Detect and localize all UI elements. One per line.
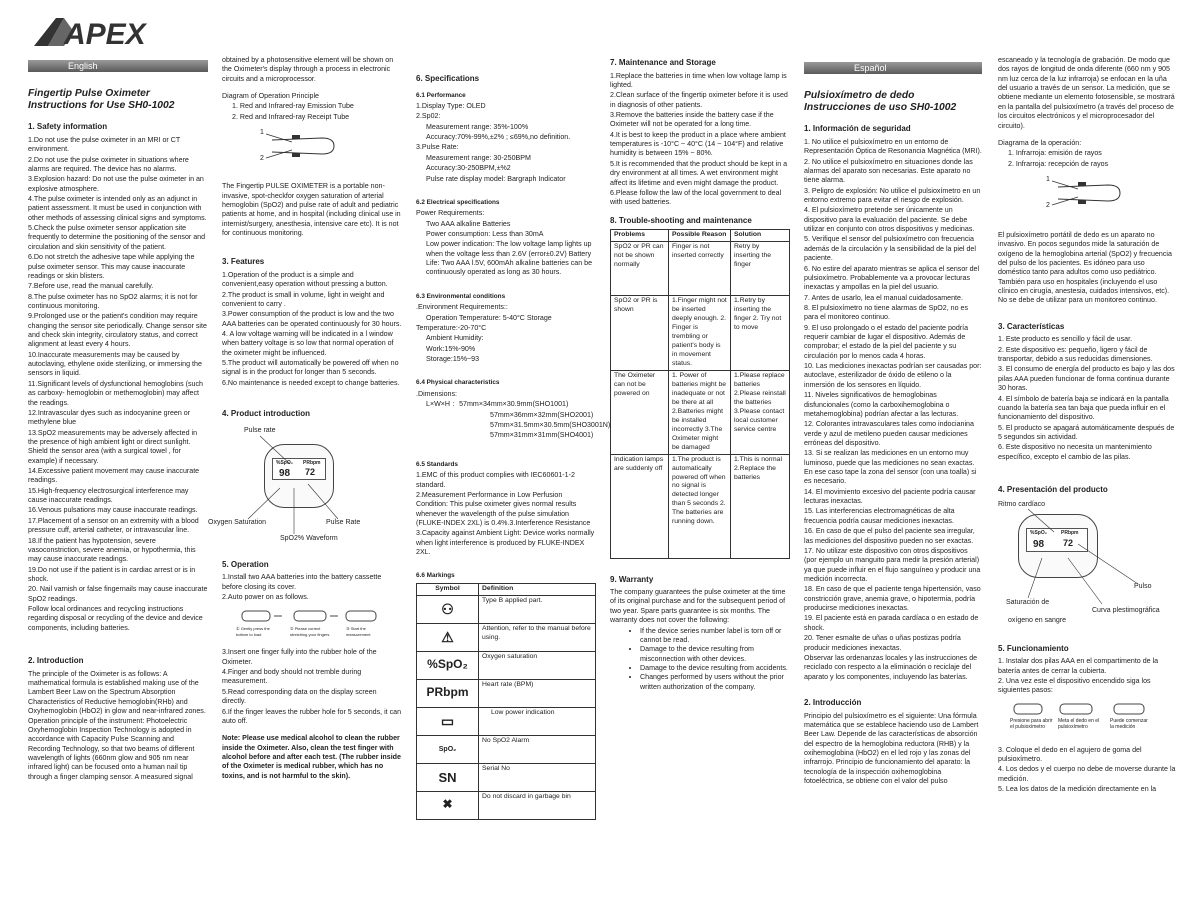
- table-row: [611, 454, 790, 558]
- column-2: [208, 56, 402, 904]
- list-item: 12.Intravascular dyes such as indocyanine green or methylene blue: [28, 408, 191, 427]
- section-heading: 3. Características: [998, 321, 1065, 331]
- spec-line: Pulse rate display model: Bargraph Indicator: [426, 174, 566, 183]
- list-item: 8. El pulsioxímetro no tiene alarmas de SpO2, no es para el monitoreo continuo.: [804, 303, 969, 322]
- list-item: 8.The pulse oximeter has no SpO2 alarms; it is not for continuous monitoring.: [28, 292, 198, 310]
- language-label: English: [68, 61, 98, 71]
- list-item: • Changes performed by users without the prior written authorization of the company.: [640, 673, 790, 692]
- apex-logo: [34, 14, 169, 51]
- section-heading: 3. Features: [222, 257, 265, 267]
- table-cell: Attention, refer to the manual before using.: [479, 623, 596, 651]
- paragraph: Principio del pulsioxímetro es el siguiente: Una fórmula matemática que se establece haciendo uso de Lambert Beer Law. Depende de las características de absorción del espectro de la hemoglobina reductora (RHB) y la oxihemoglobina (HbO2) en el led rojo y las zonas del infrarrojo. Principio de funcionamiento del aparato: la tecnología de la inspección oxihemoglobina fotoeléctrica, se obtiene con el valor del pulso: [804, 711, 979, 786]
- section-heading: 1. Información de seguridad: [804, 124, 911, 134]
- section-heading: 5. Funcionamiento: [998, 643, 1069, 653]
- table-cell: 1.Retry by inserting the finger 2. Try not to move: [731, 296, 790, 371]
- list-item: • Damage to the device resulting from accidents.: [640, 664, 790, 673]
- spec-line: 57mm×36mm×32mm(SHO2001): [490, 410, 594, 419]
- battery-icon: ▭: [417, 707, 479, 735]
- list-item: 3.Explosion hazard: Do not use the pulse oximeter in an explosive atmosphere.: [28, 175, 204, 193]
- list-item: 6.If the finger leaves the rubber hole for 5 seconds, it can auto off.: [222, 707, 402, 725]
- list-item: 5. El producto se apagará automáticamente después de 5 segundos sin actividad.: [998, 423, 1175, 441]
- column-5: [804, 62, 982, 910]
- list-item: 1.Replace the batteries in time when low voltage lamp is lighted.: [610, 71, 787, 89]
- type-b-icon: ⚇: [417, 595, 479, 623]
- spo2-value: 98: [1033, 538, 1045, 550]
- table-cell: Oxygen saturation: [479, 651, 596, 679]
- safety-list: [28, 136, 208, 633]
- column-1: [28, 60, 208, 908]
- list-item: 14. El movimiento excesivo del paciente podría causar lecturas inexactas.: [804, 487, 976, 506]
- spec-line: 1.Display Type: OLED: [416, 102, 486, 110]
- paragraph: The principle of the Oximeter is as follows: A mathematical formula is established making use of the Lambert Beer Law on the Spectrum Absorption Characteristics of Reductive hemoglobin(RHb) and Oxyhemoglobin (HbO2) in glow and near-infrared zones. Operation principle of the instrument: Photoelectric Oxyhemoglobin Inspection Technology is adopted in accordance with Capacity Pulse Scanning and Recording Technology, so that two beams of different wavelength of lights (660nm glow and 905 nm near infrared light) can be focused onto a human nail tip through a finger clamping sensor. A measured signal: [28, 669, 206, 781]
- list-item: 4. El símbolo de batería baja se indicará en la pantalla cuando la batería sea tan baja que pueda influir en el funcionamiento del dispositivo.: [998, 394, 1169, 422]
- column-4: [610, 56, 790, 904]
- list-item: 2.Clean surface of the fingertip oximeter before it is used in diagnosis of other patients.: [610, 91, 788, 109]
- label-1: 1: [260, 129, 264, 137]
- list-item: 18. En caso de que el paciente tenga hipertensión, vaso constricción grave, anemia grave, o hipotermia, podría producirse mediciones inexactas.: [804, 585, 981, 613]
- label-1: 1: [1046, 175, 1050, 183]
- title-line-1: Pulsioxímetro de dedo: [804, 90, 915, 101]
- title-line-2: Instrucciones de uso SH0-1002: [804, 102, 957, 114]
- list-item: 4.The pulse oximeter is intended only as an adjunct in patient assessment. It must be used in conjunction with other methods of assessing clinical signs and symptoms.: [28, 194, 207, 222]
- list-item: 13. Si se realizan las mediciones en un entorno muy luminoso, puede que las mediciones no sean exactas. En ese caso tape la zona del sensor (con una toalla) si es necesario.: [804, 449, 977, 486]
- language-label: Español: [854, 63, 887, 73]
- list-item: 5. Verifique el sensor del pulsioxímetro con frecuencia además de la circulación y la sensibilidad de la piel del paciente.: [804, 235, 976, 263]
- list-item: 18.If the patient has hypotension, severe vasoconstriction, severe anemia, or hypothermia, this may cause inaccurate readings.: [28, 536, 196, 564]
- warranty-exclusions: [610, 627, 790, 693]
- pr-label: PRbpm: [1061, 529, 1079, 536]
- paragraph: The company guarantees the pulse oximeter at the time of its original purchase and for the subsequent period of two year. Spare parts guarantee is six months. The warranty does not cover the following:: [610, 588, 786, 625]
- step-caption: ③ Start the measurement: [346, 626, 371, 637]
- list-item: 7.Before use, read the manual carefully.: [28, 282, 154, 291]
- table-cell: 1.The product is automatically powered off when no signal is detected longer than 5 seconds 2. The batteries are running down.: [669, 454, 731, 558]
- list-item: 1. Este producto es sencillo y fácil de usar.: [998, 335, 1133, 344]
- list-item: 2. Este dispositivo es: pequeño, ligero y fácil de transportar, debido a sus reducidas dimensiones.: [998, 345, 1153, 364]
- list-item: 3. Coloque el dedo en el agujero de goma del pulsioxímetro.: [998, 745, 1142, 763]
- table-cell: Retry by inserting the finger: [731, 242, 790, 296]
- list-item: 20. Tener esmalte de uñas o uñas postizas podría producir mediciones inexactas.: [804, 634, 961, 652]
- label-oxygen-saturation: Oxygen Saturation: [208, 518, 266, 526]
- markings-table: [416, 583, 596, 820]
- spec-line: Two AAA alkaline Batteries: [426, 219, 511, 228]
- section-heading: 8. Trouble-shooting and maintenance: [610, 215, 752, 225]
- spo2-label: %SpO₂: [276, 459, 293, 466]
- pr-value: 72: [1063, 537, 1074, 548]
- title-line-2: Instructions for Use SH0-1002: [28, 100, 175, 112]
- list-item: 4.Finger and body should not tremble during measurement.: [222, 668, 362, 686]
- subsection-heading: 6.2 Electrical specifications: [416, 198, 500, 206]
- spec-line: Temperature:-20-70°C: [416, 324, 487, 333]
- table-row: [417, 707, 596, 735]
- product-diagram: [208, 424, 402, 542]
- operation-principle-diagram: [222, 126, 402, 166]
- section-heading: 9. Warranty: [610, 574, 654, 584]
- section-heading: 6. Specifications: [416, 74, 480, 83]
- spo2-label: %SpO₂: [1030, 529, 1047, 536]
- troubleshooting-table: [610, 229, 790, 558]
- cleaning-note: Note: Please use medical alcohol to clean the rubber inside the Oximeter. Also, clean the test finger with alcohol before and after each test. (The rubber inside of the Oximeter is medical rubber, which has no toxins, and is not harmful to the skin).: [222, 734, 401, 780]
- list-item: 5. Lea los datos de la medición directamente en la: [998, 785, 1157, 794]
- list-item: • Damage to the device resulting from misconnection with other devices.: [640, 645, 790, 664]
- table-cell: Serial No: [479, 763, 596, 791]
- step-caption: ② Please correct stretching your fingers: [290, 626, 330, 637]
- paragraph: escaneado y la tecnología de grabación. De modo que dos rayos de longitud de onda diferente (660 nm y 905 nm luz cerca de la luz infrarroja) se enfocan en la uña del usuario a través de un sensor. La medición, que se obtiene mediante un elemento fotosensible, se mostrará en la pantalla del pulsioxímetro (a través del proceso de los circuitos electrónicos y el microprocesador del circuito).: [998, 56, 1175, 130]
- section-heading: 4. Presentación del producto: [998, 485, 1108, 495]
- pr-symbol: PRbpm: [417, 679, 479, 707]
- list-item: 4. Los dedos y el cuerpo no debe de moverse durante la medición.: [998, 765, 1176, 783]
- step-caption: ① Gently press the bottom to load: [236, 626, 270, 637]
- list-item: 5.The product will automatically be powered off when no signal is in the product for longer than 5 seconds.: [222, 359, 399, 377]
- spec-line: 1.EMC of this product complies with IEC60601-1-2 standard.: [416, 471, 575, 489]
- spec-line: Accuracy:70%-99%,±2% ; ≤69%,no definition.: [426, 133, 571, 142]
- spec-line: 57mm×31.5mm×30.5mm(SHO3001N): [490, 420, 611, 429]
- language-bar-english: [28, 60, 208, 72]
- label-2: 2: [260, 155, 264, 163]
- list-item: Observar las ordenanzas locales y las instrucciones de reciclado con respecto a la eliminación o reciclaje del aparato y los componentes, incluyendo las baterías.: [804, 653, 978, 681]
- table-row: [417, 651, 596, 679]
- table-header-row: [611, 230, 790, 242]
- operation-steps-illustration: [998, 700, 1176, 738]
- spec-line: 2.Measurement Performance in Low Perfusion Condition: This pulse oximeter gives normal results whenever the wavelength of the pulse simulation (FLUKE-INDEX 2XL) is 0.4%.3.Interference Resistance: [416, 490, 591, 527]
- list-item: 1.Install two AAA batteries into the battery cassette before closing its cover.: [222, 573, 382, 591]
- list-item: 1.Operation of the product is a simple and convenient,easy operation without pressing a button.: [222, 270, 388, 289]
- table-cell: SpO2 or PR is shown: [611, 296, 669, 371]
- spec-line: L×W×H ：57mm×34mm×30.9mm(SHO1001): [426, 400, 569, 409]
- list-item: 2. Infrarroja: recepción de rayos: [1008, 159, 1109, 168]
- list-item: 6. Este dispositivo no necesita un mantenimiento específico, excepto el cambio de las pilas.: [998, 443, 1152, 461]
- spec-line: Measurement range: 30-250BPM: [426, 153, 531, 162]
- paragraph: obtained by a photosensitive element will be shown on the Oximeter's display through a process in electronic circuits and a microprocessor.: [222, 56, 394, 83]
- list-item: 1. No utilice el pulsioxímetro en un entorno de Representación Óptica de Resonancia Magnética (MRI).: [804, 137, 982, 156]
- list-item: 2. Red and Infrared-ray Receipt Tube: [232, 112, 350, 121]
- list-item: 20. Nail varnish or false fingernails may cause inaccurate SpO2 readings.: [28, 585, 208, 603]
- pr-label: PRbpm: [303, 459, 321, 466]
- list-item: 3. El consumo de energía del producto es bajo y las dos pilas AAA pueden funcionar de forma continua durante 30 horas.: [998, 365, 1175, 393]
- table-cell: 1.Finger might not be inserted deeply enough. 2. Finger is trembling or patient's body is in movement status.: [669, 296, 731, 371]
- table-cell: Indication lamps are suddenly off: [611, 454, 669, 558]
- column-header: Problems: [611, 230, 669, 242]
- label-2: 2: [1046, 201, 1050, 209]
- section-heading: 2. Introducción: [804, 697, 862, 707]
- list-item: 1. Instalar dos pilas AAA en el compartimento de la batería antes de cerrar la cubierta.: [998, 657, 1159, 675]
- label-saturacion: Saturación de: [1006, 598, 1050, 606]
- list-item: 13.SpO2 measurements may be adversely affected in the presence of high ambient light or direct sunlight. Shield the sensor area (with a surgical towel , for example) if necessary.: [28, 428, 198, 465]
- section-heading: 2. Introduction: [28, 656, 84, 666]
- step-drawings: [222, 606, 402, 626]
- list-item: • If the device series number label is torn off or cannot be read.: [640, 627, 790, 646]
- finger-sensor-drawing: [1048, 173, 1138, 213]
- spec-line: Operation Temperature: 5-40°C Storage: [426, 313, 552, 322]
- list-item: 3. Peligro de explosión: No utilice el pulsioxímetro en un entorno extremo para evitar el riesgo de explosión.: [804, 186, 981, 204]
- logo-text: APEX: [64, 18, 146, 51]
- list-item: 7. Antes de usarlo, lea el manual cuidadosamente.: [804, 293, 963, 302]
- table-cell: No SpO2 Alarm: [479, 735, 596, 763]
- table-row: [611, 296, 790, 371]
- label-pulse-rate: Pulse rate: [244, 426, 276, 434]
- list-item: 1. Red and Infrared-ray Emission Tube: [232, 102, 354, 111]
- list-item: 16. En caso de que el pulso del paciente sea irregular, las mediciones del dispositivo pueden no ser exactas.: [804, 527, 975, 545]
- spec-line: Accuracy:30-250BPM,±%2: [426, 164, 511, 173]
- section-heading: 1. Safety information: [28, 122, 108, 132]
- list-item: 4.It is best to keep the product in a place where ambient temperatures is -10°C ~ 40°C (14 ~ 104°F) and relative humidity is between 15% ~ 80%.: [610, 130, 786, 158]
- label-pulse-rate-2: Pulse Rate: [326, 518, 361, 526]
- column-3: [416, 66, 611, 914]
- spec-line: 3.Capacity against Ambient Light: Device works normally when light interference is produced by FLUKE-INDEX 2XL.: [416, 529, 595, 557]
- label-curva: Curva plestimográfica: [1092, 606, 1160, 614]
- list-item: 5.Read corresponding data on the display screen directly.: [222, 687, 377, 706]
- table-row: [611, 370, 790, 454]
- diagram-title: Diagrama de la operación:: [998, 138, 1082, 147]
- list-item: 5.It is recommended that the product should be kept in a dry environment at all times. A wet environment might affect its lifetime and even might damage the product.: [610, 159, 788, 187]
- table-row: [611, 242, 790, 296]
- list-item: 6.No maintenance is needed except to change batteries.: [222, 378, 400, 387]
- list-item: 11. Niveles significativos de hemoglobinas disfuncionales (como la carboxihemoglobina o metahemoglobina) podrían afectar a las lecturas.: [804, 391, 959, 418]
- subsection-heading: 6.3 Environmental conditions: [416, 292, 506, 300]
- list-item: 15.High-frequency electrosurgical interference may cause inaccurate readings.: [28, 486, 189, 505]
- table-row: [417, 595, 596, 623]
- list-item: 2.The product is small in volume, light in weight and convenient to carry .: [222, 290, 385, 308]
- weee-bin-icon: ✖: [417, 791, 479, 819]
- list-item: 17.Placement of a sensor on an extremity with a blood pressure cuff, arterial catheter, or intravascular line.: [28, 516, 199, 535]
- list-item: 19.Do not use if the patient is in cardiac arrest or is in shock.: [28, 565, 196, 583]
- label-waveform: SpO2% Waveform: [280, 534, 338, 542]
- list-item: 17. No utilizar este dispositivo con otros dispositivos (por ejemplo un manguito para medir la presión arterial) ya que puede influir en el flujo sanguíneo y producir una medición incorrecta.: [804, 546, 981, 583]
- column-header: Possible Reason: [669, 230, 731, 242]
- section-heading: 7. Maintenance and Storage: [610, 58, 716, 67]
- spec-line: Measurement range: 35%-100%: [426, 122, 529, 131]
- spec-line: .Dimensions:: [416, 389, 458, 398]
- spec-line: 2.Sp02:: [416, 112, 441, 121]
- doc-title-es: [804, 90, 982, 114]
- step-caption: Meta el dedo en el pulsioxímetro: [1058, 717, 1100, 731]
- spec-line: 57mm×31mm×31mm(SHO4001): [490, 431, 594, 440]
- product-diagram: [998, 500, 1176, 622]
- table-cell: The Oximeter can not be powered on: [611, 370, 669, 454]
- label-pulso: Pulso: [1134, 582, 1152, 590]
- subsection-heading: 6.1 Performance: [416, 91, 466, 99]
- warning-icon: ⚠: [417, 623, 479, 651]
- spo2-value: 98: [279, 467, 291, 479]
- spec-line: Storage:15%~93: [426, 355, 480, 364]
- spo2-symbol: %SpO₂: [417, 651, 479, 679]
- spec-line: .Environment Requirements::: [416, 303, 508, 312]
- list-item: 1.Do not use the pulse oximeter in an MRI or CT environment.: [28, 135, 181, 154]
- table-cell: SpO2 or PR can not be shown normally: [611, 242, 669, 296]
- spec-line: Work:15%-90%: [426, 344, 476, 353]
- list-item: 9.Prolonged use or the patient's condition may require changing the sensor site periodically. Change sensor site and check skin integrity, circulatory status, and correct alignment at least every 4 hours.: [28, 312, 207, 349]
- spec-line: Power Requirements:: [416, 209, 485, 218]
- list-item: 4. A low voltage warning will be indicated in a l window when battery voltage is so low that normal operation of the oximeter might be influenced.: [222, 330, 394, 357]
- table-row: [417, 679, 596, 707]
- table-row: [417, 623, 596, 651]
- table-cell: 1. Power of batteries might be inadequate or not be there at all 2.Batteries might be installed incorrectly 3.The Oximeter might be damaged: [669, 370, 731, 454]
- table-row: [417, 791, 596, 819]
- list-item: 10.Inaccurate measurements may be caused by autoclaving, ethylene oxide sterilizing, or immersing the sensors in liquid.: [28, 350, 202, 378]
- column-header: Solution: [731, 230, 790, 242]
- table-cell: Type B applied part.: [479, 595, 596, 623]
- table-cell: Heart rate (BPM): [479, 679, 596, 707]
- list-item: 16.Venous pulsations may cause inaccurate readings.: [28, 506, 198, 515]
- list-item: 2.Do not use the pulse oximeter in situations where alarms are required. The device has no alarms.: [28, 155, 189, 173]
- list-item: 5.Check the pulse oximeter sensor application site frequently to determine the positioning of the sensor and circulation and skin sensitivity of the patient.: [28, 224, 206, 251]
- table-row: [417, 763, 596, 791]
- finger-sensor-drawing: [262, 126, 352, 166]
- pr-value: 72: [305, 466, 316, 477]
- list-item: 12. Colorantes intravasculares tales como indocianina verde y azul de metileno pueden causar mediciones erróneas del dispositivo.: [804, 420, 974, 447]
- list-item: 2. No utilice el pulsioxímetro en situaciones donde las alarmas del aparato son necesarias. Este aparato no tiene alarma.: [804, 157, 973, 185]
- section-heading: 5. Operation: [222, 559, 269, 569]
- table-cell: 1.This is normal 2.Replace the batteries: [731, 454, 790, 558]
- no-alarm-icon: SpO₂: [417, 735, 479, 763]
- spec-line: Low power indication: The low voltage lamp lights up when the voltage less than 2.6V (error±0.2V) Battery Life: Two AAA l.5V, 600mAh alkaline batteries can be continuously operated as long as 30 hours.: [426, 240, 593, 277]
- list-item: Follow local ordinances and recycling instructions regarding disposal or recycling of the device and device components, including batteries.: [28, 605, 203, 632]
- spec-line: Power consumption: Less than 30mA: [426, 230, 544, 239]
- table-cell: Low power indication: [479, 707, 596, 735]
- spec-line: 3.Pulse Rate:: [416, 143, 459, 152]
- column-header: Definition: [479, 583, 596, 595]
- table-header-row: [417, 583, 596, 595]
- list-item: 11.Significant levels of dysfunctional hemoglobins (such as carboxy- hemoglobin or methemoglobin) may affect the readings.: [28, 379, 203, 407]
- list-item: 19. El paciente está en parada cardíaca o en estado de shock.: [804, 614, 979, 632]
- list-item: 6.Please follow the law of the local government to deal with used batteries.: [610, 188, 782, 207]
- serial-number-symbol: SN: [417, 763, 479, 791]
- spec-line: Ambient Humidity:: [426, 334, 484, 343]
- list-item: 3.Power consumption of the product is low and the two AAA batteries can be operated continuously for 30 hours.: [222, 310, 402, 328]
- title-line-1: Fingertip Pulse Oximeter: [28, 88, 150, 99]
- step-drawings: [998, 700, 1176, 718]
- list-item: 1. Infrarroja: emisión de rayos: [1008, 149, 1102, 158]
- list-item: 2.Auto power on as follows.: [222, 592, 309, 601]
- table-cell: Do not discard in garbage bin: [479, 791, 596, 819]
- table-row: [417, 735, 596, 763]
- section-heading: 4. Product introduction: [222, 409, 310, 419]
- list-item: 6.Do not stretch the adhesive tape while applying the pulse oximeter sensor. This may cause inaccurate readings or skin blisters.: [28, 253, 195, 280]
- step-caption: Presione para abrir el pulsioxímetro: [1010, 717, 1053, 731]
- operation-principle-diagram: [998, 173, 1176, 213]
- paragraph: El pulsioxímetro portátil de dedo es un aparato no invasivo. En pocos segundos mide la saturación de oxígeno de la hemoglobina arterial (SpO2) y frecuencia del pulso de los pacientes. Es idóneo para uso doméstico tanto para adultos como uso pediátrico. También para uso en hospitales (incluyendo el uso clínico en cirugía, anestesia, cuidados intensivos, etc). No se debe de utilizar para un monitoreo continuo.: [998, 230, 1172, 305]
- subsection-heading: 6.5 Standards: [416, 460, 458, 468]
- doc-title-en: [28, 88, 208, 112]
- list-item: 3.Insert one finger fully into the rubber hole of the Oximeter.: [222, 648, 377, 666]
- column-header: Symbol: [417, 583, 479, 595]
- column-6: [998, 56, 1176, 904]
- subsection-heading: 6.4 Physical characteristics: [416, 379, 500, 387]
- list-item: 9. El uso prolongado o el estado del paciente podría requerir cambiar de lugar el dispositivo. Además de comprobar; el estado de la piel del paciente y su circulación por lo menos cada 4 horas.: [804, 323, 969, 360]
- diagram-title: Diagram of Operation Principle: [222, 92, 319, 101]
- list-item: 2. Una vez este el dispositivo encendido siga los siguientes pasos:: [998, 676, 1151, 695]
- list-item: 4. El pulsioxímetro pretende ser únicamente un dispositivo para la evaluación del paciente. Se debe utilizar en conjunto con otros dispositivos y medicinas.: [804, 206, 975, 234]
- language-bar-spanish: [804, 62, 982, 74]
- subsection-heading: 6.6 Markings: [416, 572, 455, 580]
- table-cell: 1.Please replace batteries 2.Please reinstall the batteries 3.Please contact local customer service centre: [731, 370, 790, 454]
- table-cell: Finger is not inserted correctly: [669, 242, 731, 296]
- list-item: 10. Las mediciones inexactas podrían ser causadas por: autoclave, esterilizador de óxido de etileno o la inmersión de los sensores en líquido.: [804, 362, 982, 389]
- list-item: 14.Excessive patient movement may cause inaccurate readings.: [28, 467, 200, 485]
- label-ritmo: Ritmo cardíaco: [998, 500, 1046, 508]
- list-item: 3.Remove the batteries inside the battery case if the Oximeter will not be operated for a long time.: [610, 110, 774, 129]
- list-item: 6. No estire del aparato mientras se aplica el sensor del pulsioxímetro. Probablemente va a provocar lecturas inexactas y ampollas en la piel del usuario.: [804, 264, 980, 292]
- label-oxigeno: oxígeno en sangre: [1008, 616, 1066, 624]
- list-item: 15. Las interferencias electromagnéticas de alta frecuencia podría causar mediciones inexactas.: [804, 507, 955, 525]
- paragraph: The Fingertip PULSE OXIMETER is a portable non-invasive, spot-checkfor oxygen saturation of arterial hemoglobin (SpO2) and pulse rate of adult and pediatric patients at home, and in hospital (including clinical use in internist/surgery, anesthesia, intensive care etc). It is not for continuous monitoring.: [222, 182, 401, 237]
- step-caption: Puede comenzar la medición: [1110, 717, 1148, 731]
- operation-steps-illustration: [222, 606, 402, 640]
